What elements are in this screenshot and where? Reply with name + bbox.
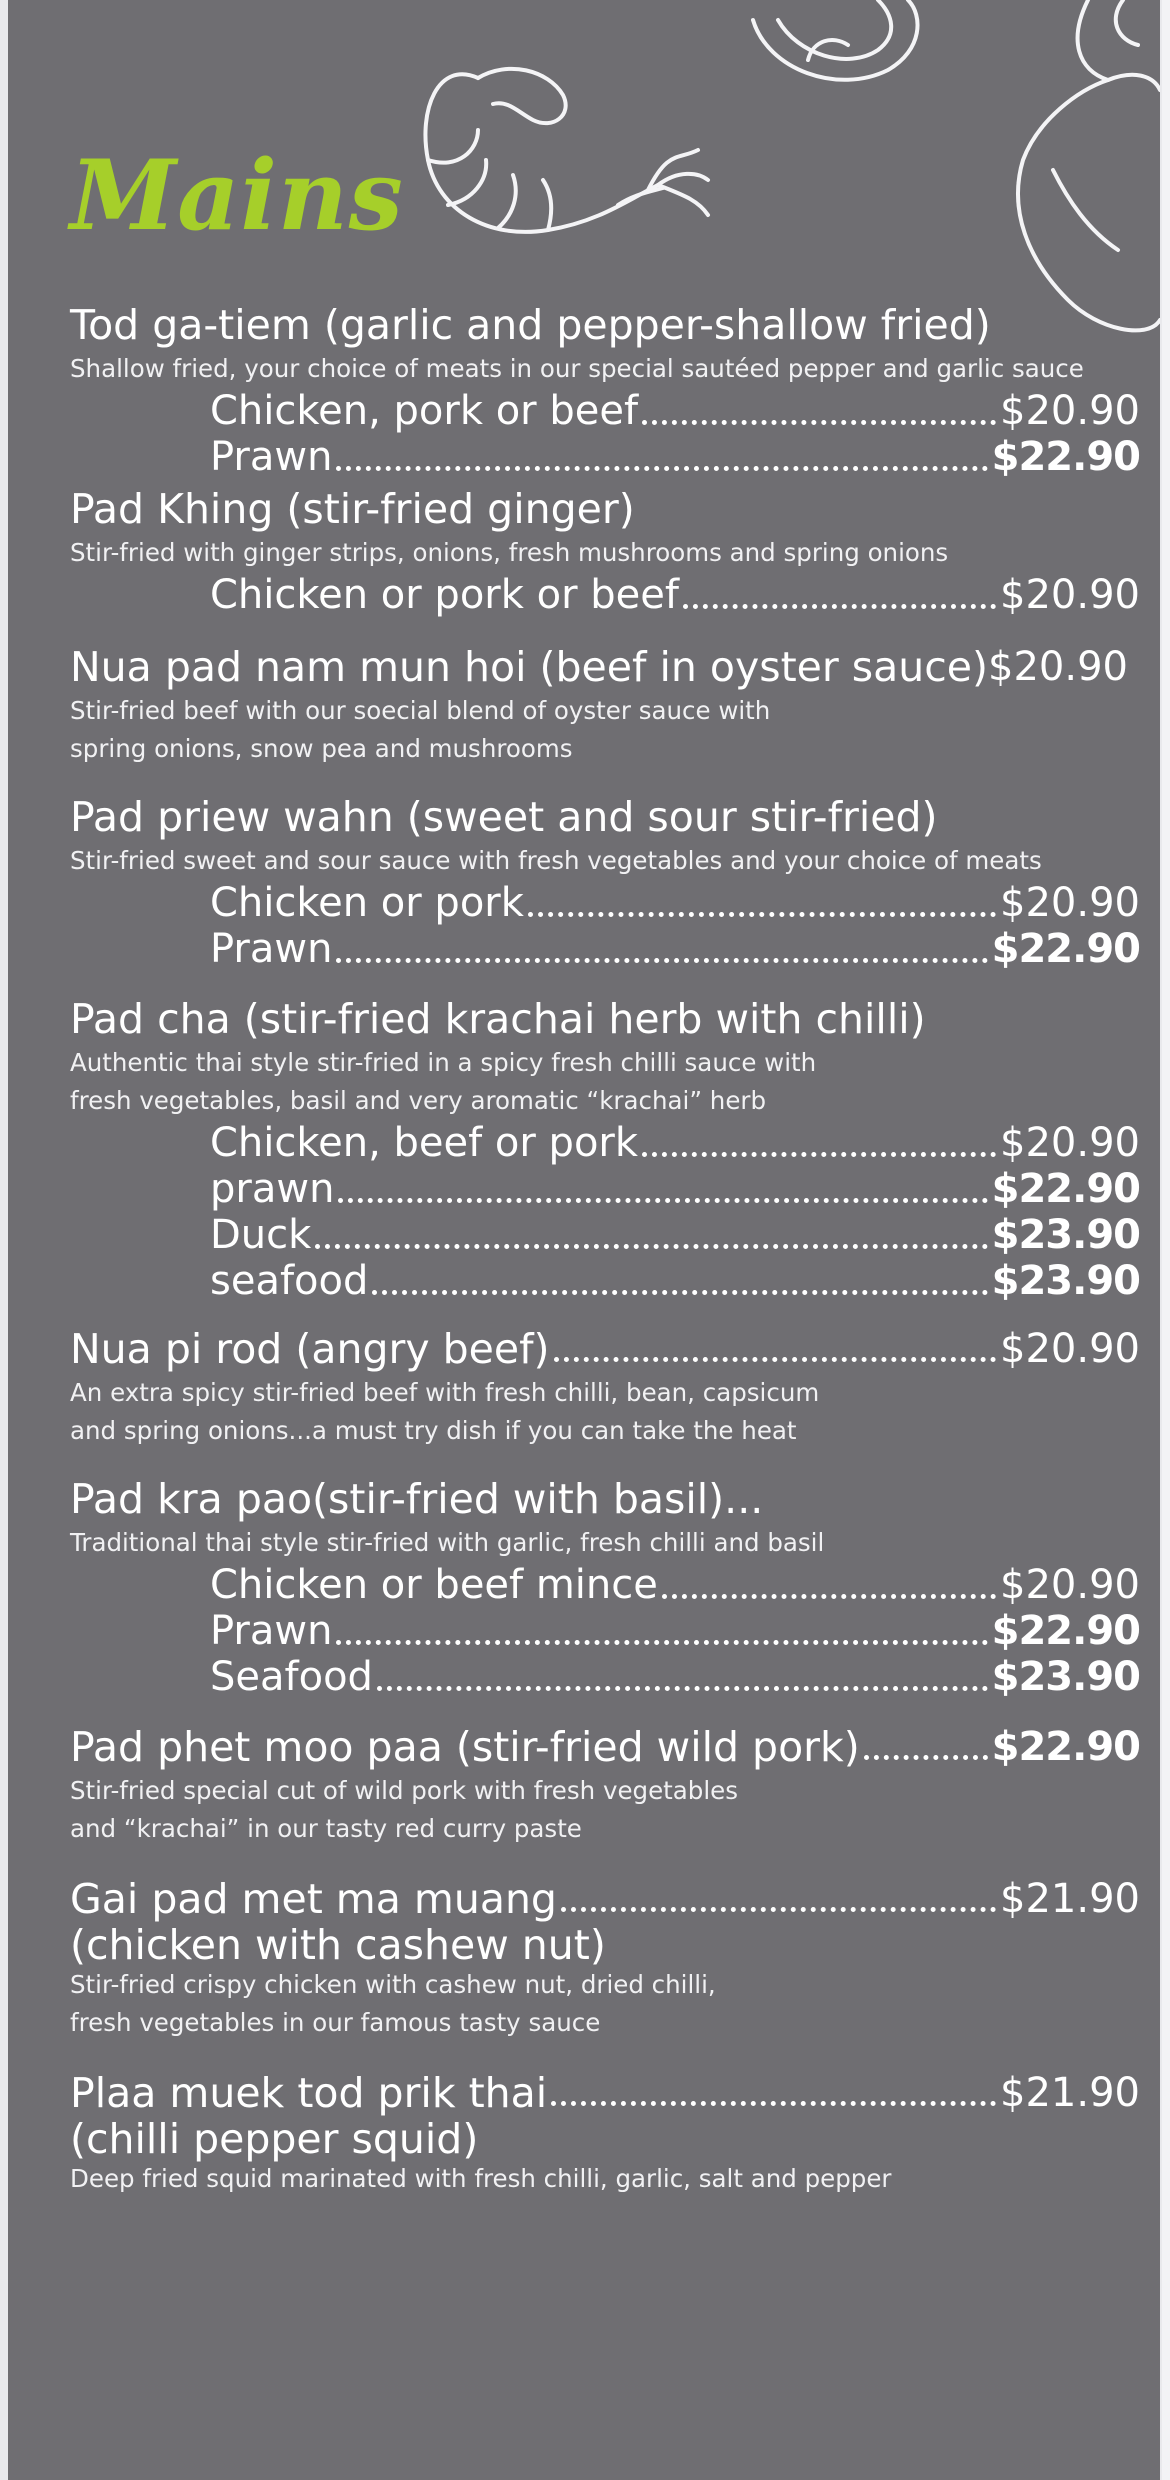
option-price: $23.90 [991, 1258, 1140, 1304]
dish-description: and “krachai” in our tasty red curry paste [70, 1814, 582, 1843]
dish-description: An extra spicy stir-fried beef with fresh chilli, bean, capsicum [70, 1378, 820, 1407]
dish-name: Pad phet moo paa (stir-fried wild pork) [70, 1723, 860, 1771]
option-label: Prawn [210, 434, 333, 480]
dot-leader [338, 1198, 987, 1203]
dish-description: Stir-fried with ginger strips, onions, fresh mushrooms and spring onions [70, 538, 949, 567]
dish-subtitle: (chilli pepper squid) [70, 2115, 479, 2163]
menu-item [70, 2068, 1140, 2198]
dish-name: Nua pi rod (angry beef) [70, 1325, 550, 1373]
price-option [70, 1258, 1140, 1304]
menu-item [70, 1324, 1140, 1450]
menu-item [70, 1722, 1140, 1848]
dot-leader [336, 958, 987, 963]
dot-leader [683, 604, 996, 609]
option-label: Duck [210, 1212, 312, 1258]
shrimp-icon [425, 69, 708, 232]
dot-leader [642, 420, 996, 425]
menu-item [70, 300, 1140, 480]
option-label: Prawn [210, 926, 333, 972]
dot-leader [551, 2101, 996, 2106]
dish-price: $20.90 [988, 644, 1128, 690]
dish-price: $21.90 [1000, 1876, 1140, 1922]
page-edge [1162, 0, 1170, 2480]
dish-description: Stir-fried beef with our soecial blend of oyster sauce with [70, 696, 771, 725]
price-option [70, 1654, 1140, 1700]
dish-name: Nua pad nam mun hoi (beef in oyster sauce) [70, 643, 989, 691]
price-option [70, 1120, 1140, 1166]
dot-leader [662, 1594, 996, 1599]
option-price: $20.90 [1000, 388, 1140, 434]
price-option [70, 1608, 1140, 1654]
dish-price: $22.90 [991, 1724, 1140, 1770]
price-option [70, 1212, 1140, 1258]
dish-description: Authentic thai style stir-fried in a spicy fresh chilli sauce with [70, 1048, 817, 1077]
menu-item [70, 994, 1140, 1304]
option-label: Chicken or beef mince [210, 1562, 658, 1608]
price-option [70, 388, 1140, 434]
dot-leader [561, 1907, 996, 1912]
dish-description: and spring onions...a must try dish if you can take the heat [70, 1416, 797, 1445]
option-price: $22.90 [991, 434, 1140, 480]
price-option [70, 434, 1140, 480]
pepper-icon [753, 0, 918, 80]
menu-item [70, 484, 1140, 618]
option-label: prawn [210, 1166, 335, 1212]
dish-description: Shallow fried, your choice of meats in our special sautéed pepper and garlic sauce [70, 354, 1084, 383]
dish-description: spring onions, snow pea and mushrooms [70, 734, 573, 763]
option-price: $20.90 [1000, 572, 1140, 618]
price-option [70, 880, 1140, 926]
option-label: Chicken, beef or pork [210, 1120, 639, 1166]
dish-description: Stir-fried special cut of wild pork with fresh vegetables [70, 1776, 738, 1805]
dish-price: $20.90 [1000, 1326, 1140, 1372]
dish-name: Gai pad met ma muang [70, 1875, 557, 1923]
dish-description: Deep fried squid marinated with fresh chilli, garlic, salt and pepper [70, 2164, 892, 2193]
dot-leader [336, 1640, 987, 1645]
dot-leader [315, 1244, 987, 1249]
option-label: Chicken, pork or beef [210, 388, 639, 434]
dot-leader [377, 1686, 988, 1691]
option-price: $20.90 [1000, 880, 1140, 926]
dish-name: Tod ga-tiem (garlic and pepper-shallow fried) [70, 301, 991, 349]
dot-leader [554, 1357, 996, 1362]
option-price: $22.90 [991, 1166, 1140, 1212]
option-price: $20.90 [1000, 1120, 1140, 1166]
menu-item [70, 1874, 1140, 2042]
dish-price: $21.90 [1000, 2070, 1140, 2116]
option-price: $20.90 [1000, 1562, 1140, 1608]
dish-name: Pad priew wahn (sweet and sour stir-fried) [70, 793, 938, 841]
dish-description: fresh vegetables in our famous tasty sauce [70, 2008, 601, 2037]
menu-item [70, 642, 1140, 768]
dish-name: Plaa muek tod prik thai [70, 2069, 548, 2117]
capsicum-icon [1018, 0, 1160, 330]
option-label: Seafood [210, 1654, 373, 1700]
menu-item [70, 1474, 1140, 1700]
price-option [70, 926, 1140, 972]
menu-item [70, 792, 1140, 972]
section-title: Mains [70, 139, 404, 252]
option-price: $23.90 [991, 1654, 1140, 1700]
menu-list [70, 300, 1140, 2198]
dish-description: Stir-fried sweet and sour sauce with fresh vegetables and your choice of meats [70, 846, 1042, 875]
dish-description: Stir-fried crispy chicken with cashew nut, dried chilli, [70, 1970, 716, 1999]
dot-leader [528, 912, 996, 917]
price-option [70, 1562, 1140, 1608]
dot-leader [372, 1290, 987, 1295]
dish-description: fresh vegetables, basil and very aromatic “krachai” herb [70, 1086, 767, 1115]
dot-leader [864, 1755, 988, 1760]
option-price: $22.90 [991, 926, 1140, 972]
option-label: Prawn [210, 1608, 333, 1654]
option-label: Chicken or pork [210, 880, 524, 926]
dish-name: Pad cha (stir-fried krachai herb with chilli) [70, 995, 926, 1043]
dot-leader [336, 466, 987, 471]
dish-description: Traditional thai style stir-fried with garlic, fresh chilli and basil [70, 1528, 825, 1557]
price-option [70, 572, 1140, 618]
option-price: $23.90 [991, 1212, 1140, 1258]
menu-page [8, 0, 1160, 2480]
option-label: seafood [210, 1258, 369, 1304]
price-option [70, 1166, 1140, 1212]
option-label: Chicken or pork or beef [210, 572, 679, 618]
dish-name: Pad Khing (stir-fried ginger) [70, 485, 635, 533]
dish-name: Pad kra pao(stir-fried with basil)... [70, 1475, 764, 1523]
option-price: $22.90 [991, 1608, 1140, 1654]
dish-subtitle: (chicken with cashew nut) [70, 1921, 606, 1969]
dot-leader [642, 1152, 996, 1157]
